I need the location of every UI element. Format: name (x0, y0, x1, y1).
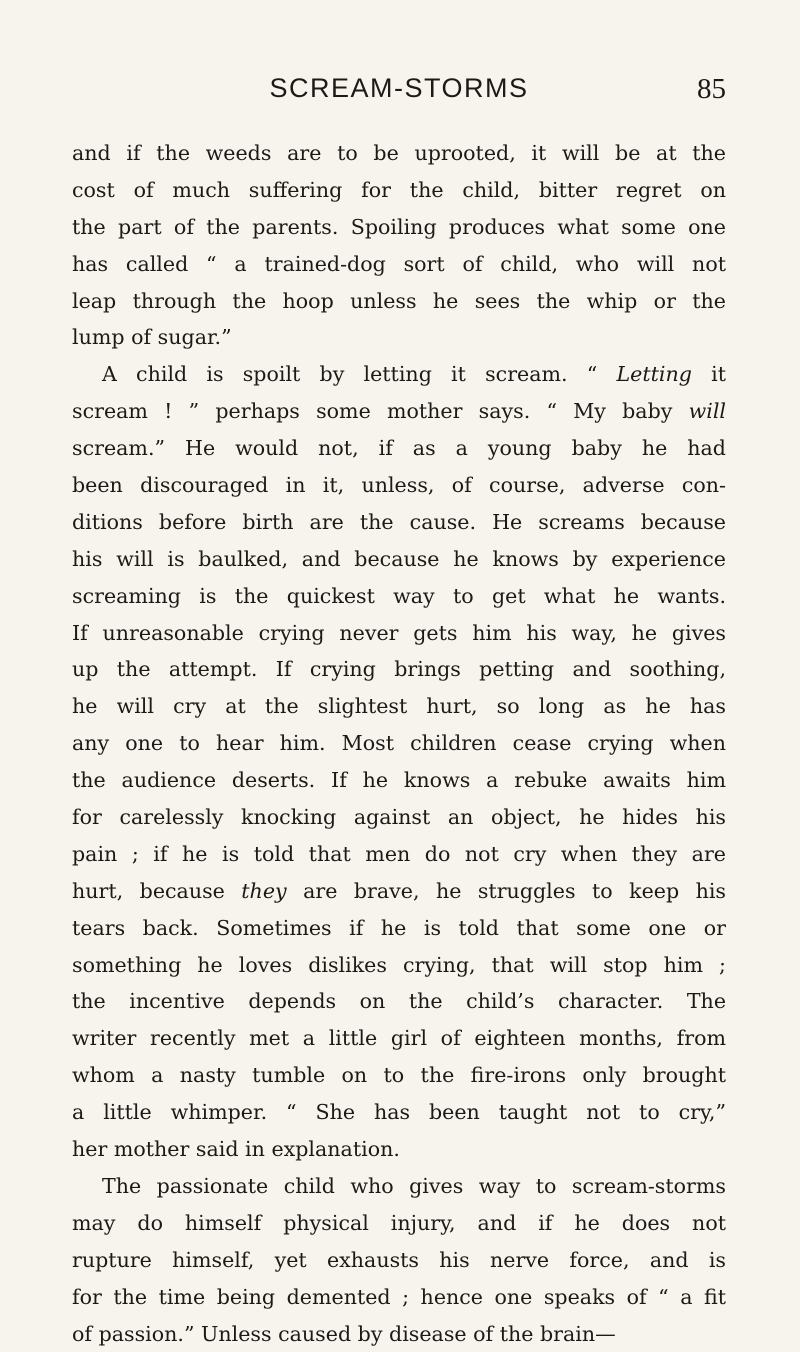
text-line (72, 725, 726, 762)
text-line (72, 836, 726, 873)
text-run: the part of the parents. Spoiling produces what some one (72, 215, 726, 239)
text-run: something he loves dislikes crying, that will stop him ; (72, 953, 726, 977)
text-line (72, 246, 726, 283)
text-run: leap through the hoop unless he sees the whip or the (72, 289, 726, 313)
text-run: whom a nasty tumble on to the fire-irons only brought (72, 1063, 726, 1087)
text-run: The passionate child who gives way to scream-storms (102, 1174, 726, 1198)
text-run: he will cry at the slightest hurt, so long as he has (72, 694, 726, 718)
body-text (72, 135, 726, 1352)
text-line (72, 1094, 726, 1131)
text-line (72, 1205, 726, 1242)
text-run: his will is baulked, and because he knows by experience (72, 547, 726, 571)
text-run: been discouraged in it, unless, of course, adverse con- (72, 473, 726, 497)
text-line (72, 651, 726, 688)
running-title: SCREAM-STORMS (72, 73, 726, 104)
text-run: up the attempt. If crying brings petting and soothing, (72, 657, 726, 681)
text-line (72, 393, 726, 430)
text-line (72, 319, 726, 356)
text-line (72, 1131, 726, 1168)
italic-text: they (241, 879, 286, 903)
page-number: 85 (697, 73, 726, 106)
text-line (72, 504, 726, 541)
text-line (72, 1057, 726, 1094)
text-line (72, 1242, 726, 1279)
text-run: cost of much suffering for the child, bitter regret on (72, 178, 726, 202)
text-line (72, 983, 726, 1020)
text-run: and if the weeds are to be uprooted, it will be at the (72, 141, 726, 165)
text-line (72, 578, 726, 615)
italic-text: Letting (616, 362, 691, 386)
text-run: lump of sugar.” (72, 325, 232, 349)
text-line (72, 615, 726, 652)
text-run: screaming is the quickest way to get what he wants. (72, 584, 726, 608)
text-run: her mother said in explanation. (72, 1137, 400, 1161)
text-line (72, 1316, 726, 1352)
running-head (72, 73, 726, 109)
text-run: for the time being demented ; hence one speaks of “ a fit (72, 1285, 726, 1309)
text-run: are brave, he struggles to keep his (287, 879, 726, 903)
text-line (72, 172, 726, 209)
text-line (72, 209, 726, 246)
text-run: a little whimper. “ She has been taught not to cry,” (72, 1100, 726, 1124)
text-run: has called “ a trained-dog sort of child, who will not (72, 252, 726, 276)
text-run: rupture himself, yet exhausts his nerve force, and is (72, 1248, 726, 1272)
text-line (72, 1020, 726, 1057)
text-line (72, 283, 726, 320)
text-line (72, 910, 726, 947)
text-run: writer recently met a little girl of eighteen months, from (72, 1026, 726, 1050)
text-run: the audience deserts. If he knows a rebuke awaits him (72, 768, 726, 792)
text-run: may do himself physical injury, and if he does not (72, 1211, 726, 1235)
text-line (72, 799, 726, 836)
text-line (72, 356, 726, 393)
text-line (72, 873, 726, 910)
text-line (72, 1168, 726, 1205)
text-line (72, 688, 726, 725)
text-line (72, 430, 726, 467)
text-run: for carelessly knocking against an object, he hides his (72, 805, 726, 829)
text-run: If unreasonable crying never gets him his way, he gives (72, 621, 726, 645)
text-line (72, 541, 726, 578)
text-run: the incentive depends on the child’s character. The (72, 989, 726, 1013)
text-run: pain ; if he is told that men do not cry when they are (72, 842, 726, 866)
text-run: ditions before birth are the cause. He screams because (72, 510, 726, 534)
text-line (72, 1279, 726, 1316)
text-line (72, 947, 726, 984)
text-run: hurt, because (72, 879, 241, 903)
text-line (72, 135, 726, 172)
text-run: it (692, 362, 726, 386)
text-run: scream ! ” perhaps some mother says. “ My baby (72, 399, 689, 423)
text-run: scream.” He would not, if as a young baby he had (72, 436, 726, 460)
text-run: any one to hear him. Most children cease crying when (72, 731, 726, 755)
italic-text: will (689, 399, 726, 423)
text-run: A child is spoilt by letting it scream. “ (102, 362, 616, 386)
text-run: of passion.” Unless caused by disease of the brain— (72, 1322, 616, 1346)
text-line (72, 762, 726, 799)
text-run: tears back. Sometimes if he is told that some one or (72, 916, 726, 940)
text-line (72, 467, 726, 504)
